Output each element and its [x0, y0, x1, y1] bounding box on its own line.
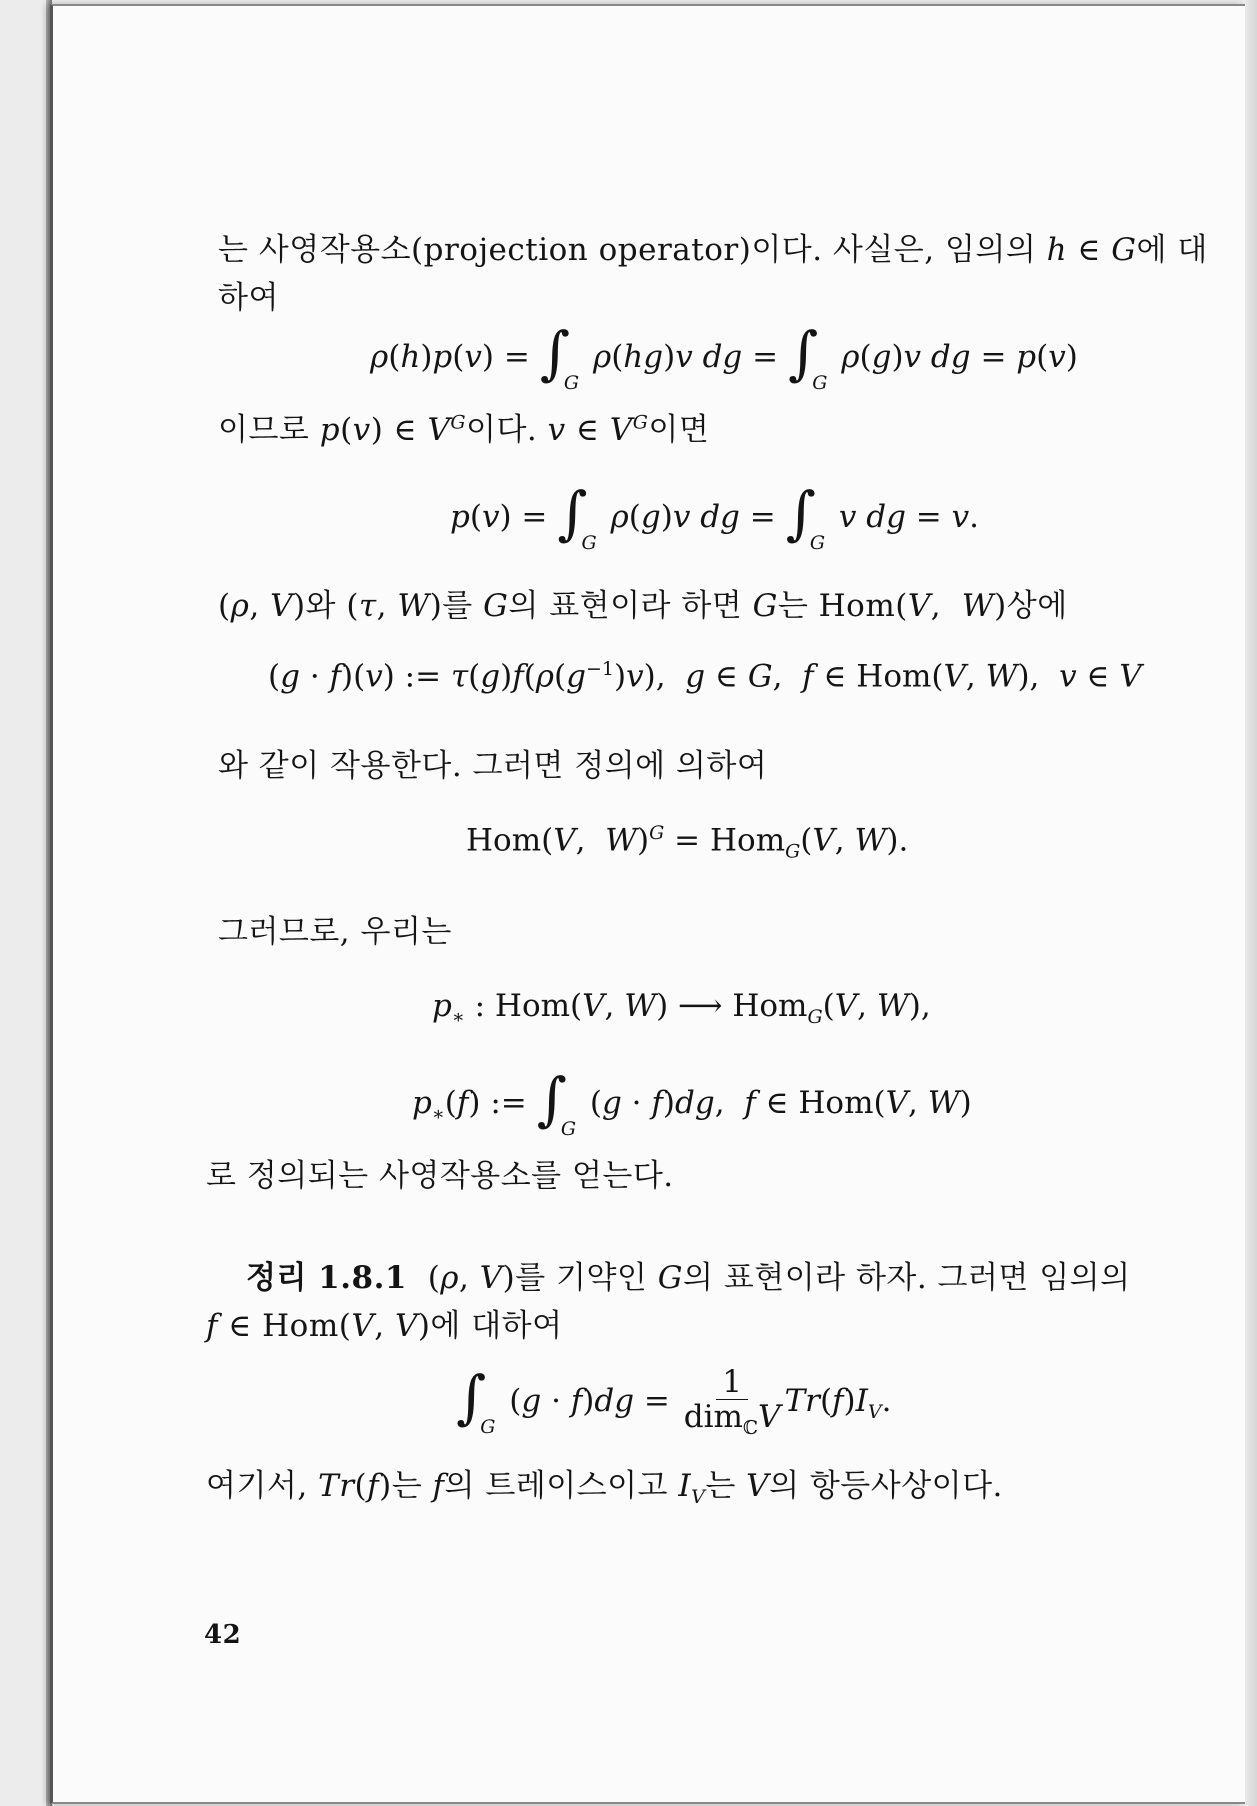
page-edge [1245, 0, 1257, 1806]
equation-7: $\int_G$ (g · f)dg = $\frac{1}{dim_ℂV}$ $Tr(f)I_V$. [456, 1363, 892, 1440]
paragraph-line-5: 와 같이 작용한다. 그러면 정의에 의하여 [218, 748, 768, 784]
equation-3: (g · f)(v) := $\tau(g)f(\rho(g^{-1})v)$, g ∈ G, f ∈ Hom(V, W), v ∈ V [268, 658, 1142, 695]
line-1-rendered: 는 사영작용소(projection operator)이다. 사실은, 임의의 h ∈ G에 대 [218, 232, 1208, 268]
paragraph-line-1 [218, 224, 1208, 269]
equation-4: Hom(V, W)$^G$ = Hom$_G$(V, W). [466, 822, 909, 863]
paragraph-line-6: 그러므로, 우리는 [218, 914, 452, 950]
equation-5: $p_∗$ : Hom(V, W) ⟶ Hom$_G$(V, W), [432, 988, 931, 1029]
theorem-line-1: 정리 1.8.1 (ρ, V)를 기약인 G의 표현이라 하자. 그러면 임의의 [246, 1260, 1131, 1296]
paragraph-line-2: 하여 [218, 280, 279, 316]
page-number: 42 [204, 1620, 242, 1650]
paragraph-line-7: 로 정의되는 사영작용소를 얻는다. [206, 1158, 674, 1194]
paragraph-line-4: (ρ, V)와 (τ, W)를 G의 표현이라 하면 G는 Hom(V, W)상에 [218, 588, 1068, 624]
equation-1: $\rho(h)p(v) = \int_G$ ρ(hg)v dg = $\int_G$ ρ(g)v dg = p(v) [370, 319, 1078, 394]
fraction: $\frac{1}{dim_ℂV}$ [683, 1363, 781, 1440]
equation-2: $p(v) = \int_G$ ρ(g)v dg = $\int_G$ v dg = v. [450, 479, 979, 554]
theorem-label: 정리 1.8.1 [246, 1260, 407, 1296]
paragraph-line-8: 여기서, Tr(f)는 f의 트레이스이고 $I_V$는 V의 항등사상이다. [206, 1468, 1003, 1509]
theorem-line-2: f ∈ Hom(V, V)에 대하여 [206, 1308, 563, 1344]
paragraph-line-3: 이므로 p(v) ∈ $V^G$이다. v ∈ $V^G$이면 [218, 411, 710, 448]
equation-6: $p_∗(f)$ := $\int_G$ (g · f)dg, f ∈ Hom(V, W) [412, 1065, 972, 1140]
